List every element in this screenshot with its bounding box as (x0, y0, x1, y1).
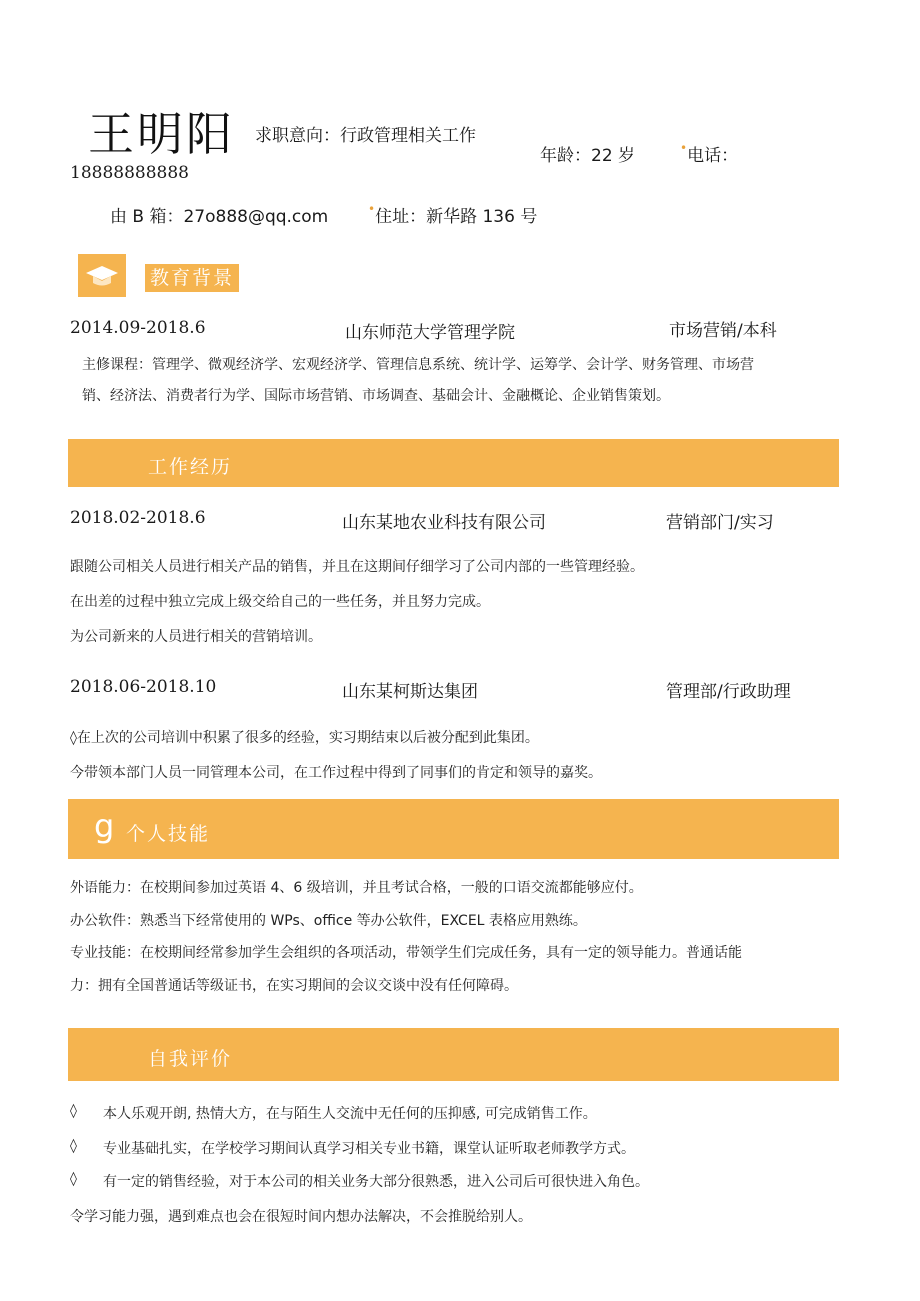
self-eval-item: 专业基础扎实，在学校学习期间认真学习相关专业书籍，课堂认证听取老师教学方式。 (103, 1141, 635, 1157)
bullet-icon: ◊ (70, 1171, 77, 1187)
self-eval-last: 令学习能力强，遇到难点也会在很短时间内想办法解决，不会推脱给别人。 (70, 1209, 532, 1225)
bullet-dot-icon: • (680, 141, 688, 155)
section-title-skills: 个人技能 (126, 823, 211, 845)
section-title-self: 自我评价 (148, 1048, 233, 1070)
job-role: 营销部门/实习 (666, 513, 774, 533)
job-detail: 为公司新来的人员进行相关的营销培训。 (70, 629, 322, 645)
skill-line: 力：拥有全国普通话等级证书，在实习期间的会议交谈中没有任何障碍。 (70, 978, 518, 994)
section-bar-skills (68, 799, 839, 859)
education-courses: 主修课程：管理学、微观经济学、宏观经济学、管理信息系统、统计学、运筹学、会计学、财务管理、市场营 (82, 357, 754, 373)
self-eval-item: 有一定的销售经验，对于本公司的相关业务大部分很熟悉，进入公司后可很快进入角色。 (103, 1174, 649, 1190)
job-detail: 跟随公司相关人员进行相关产品的销售，并且在这期间仔细学习了公司内部的一些管理经验。 (70, 559, 644, 575)
self-eval-item: 本人乐观开朗, 热情大方，在与陌生人交流中无任何的压抑感, 可完成销售工作。 (103, 1106, 597, 1122)
graduation-cap-icon (78, 254, 126, 297)
job-date: 2018.06-2018.10 (70, 677, 217, 697)
section-bar-self (68, 1028, 839, 1081)
phone-number: 18888888888 (70, 163, 189, 183)
job-detail: 今带领本部门人员一同管理本公司，在工作过程中得到了同事们的肯定和领导的嘉奖。 (70, 765, 602, 781)
job-detail: 在出差的过程中独立完成上级交给自己的一些任务，并且努力完成。 (70, 594, 490, 610)
job-intent: 求职意向：行政管理相关工作 (255, 126, 476, 146)
job-role: 管理部/行政助理 (666, 682, 791, 702)
job-company: 山东某地农业科技有限公司 (342, 513, 546, 533)
skill-line: 专业技能：在校期间经常参加学生会组织的各项活动，带领学生们完成任务，具有一定的领导能力。普通话能 (70, 945, 742, 961)
section-bar-work (68, 439, 839, 487)
section-title-work: 工作经历 (148, 456, 233, 478)
candidate-name: 王明阳 (88, 107, 235, 161)
education-school: 山东师范大学管理学院 (345, 323, 515, 343)
address: •住址：新华路 136 号 (368, 202, 538, 227)
education-date: 2014.09-2018.6 (70, 318, 206, 338)
skills-icon: g (94, 807, 115, 845)
bullet-icon: ◊ (70, 1138, 77, 1154)
skill-line: 外语能力：在校期间参加过英语 4、6 级培训，并且考试合格，一般的口语交流都能够应付。 (70, 880, 643, 896)
job-company: 山东某柯斯达集团 (342, 682, 478, 702)
bullet-icon: ◊ (70, 1103, 77, 1119)
section-title-education: 教育背景 (145, 264, 239, 292)
education-courses-cont: 销、经济法、消费者行为学、国际市场营销、市场调查、基础会计、金融概论、企业销售策划。 (82, 388, 670, 404)
job-detail: ◊在上次的公司培训中积累了很多的经验，实习期结束以后被分配到此集团。 (70, 730, 539, 746)
age: 年龄：22 岁 (540, 146, 636, 166)
bullet-dot-icon: • (368, 202, 376, 216)
skill-line: 办公软件：熟悉当下经常使用的 WPs、office 等办公软件，EXCEL 表格应用熟练。 (70, 913, 587, 929)
email: 由 B 箱：27o888@qq.com (110, 207, 329, 227)
job-date: 2018.02-2018.6 (70, 508, 206, 528)
education-major: 市场营销/本科 (669, 321, 777, 341)
phone-label: •电话： (680, 141, 739, 166)
